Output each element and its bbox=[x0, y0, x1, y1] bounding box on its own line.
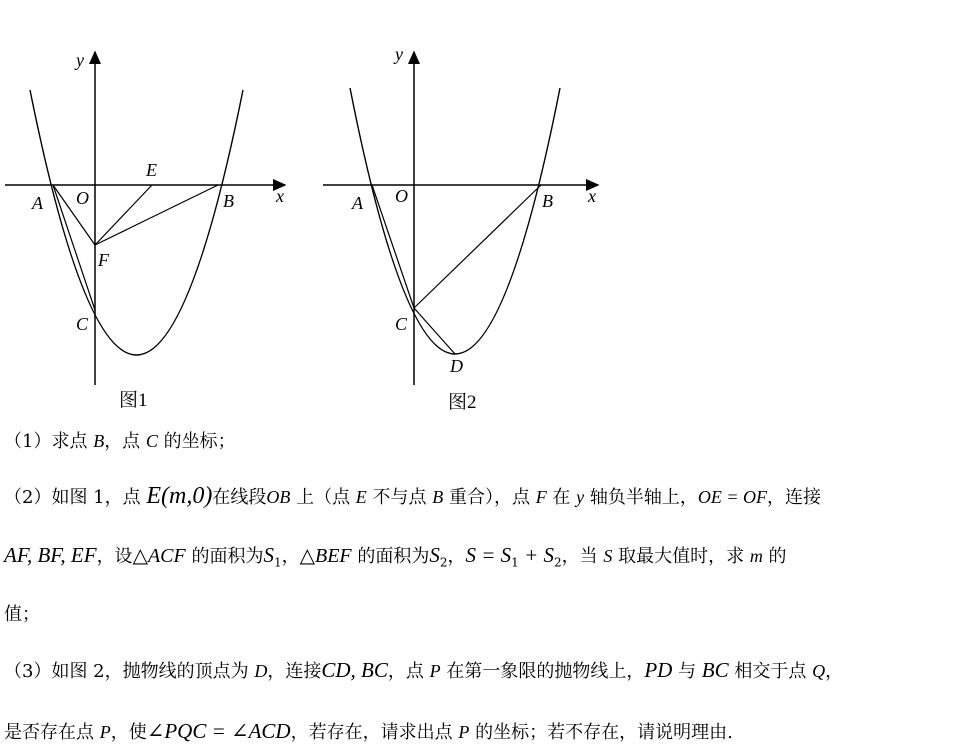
q2-text-3: 上（点 bbox=[290, 487, 356, 508]
segment-CD bbox=[414, 308, 455, 354]
q2-text-11: ， bbox=[281, 546, 300, 567]
q2-point-B: B bbox=[432, 487, 444, 507]
q2-triangle-ACF: △ACF bbox=[132, 545, 186, 567]
point-B-label: B bbox=[542, 191, 553, 211]
q2-S2-sub: 2 bbox=[439, 555, 448, 570]
point-C-label: C bbox=[76, 314, 89, 334]
figure-1-caption: 图1 bbox=[119, 390, 148, 411]
q3-segment-PD: PD bbox=[644, 658, 673, 682]
question-3-line-1 bbox=[4, 660, 843, 681]
q3-text-9: ，若存在，请求出点 bbox=[290, 722, 459, 743]
q2-text-8: ，连接 bbox=[767, 487, 822, 508]
q2-segments: AF, BF, EF bbox=[4, 543, 97, 567]
q2-text-10: 的面积为 bbox=[185, 546, 264, 567]
q2-equation-oe-of: OE = OF bbox=[697, 487, 768, 507]
q2-y: y bbox=[576, 487, 585, 507]
point-O-label: O bbox=[76, 188, 89, 208]
q2-triangle-BEF: △BEF bbox=[299, 545, 352, 567]
q2-text-5: 重合），点 bbox=[443, 487, 536, 508]
q1-text-3: 的坐标； bbox=[157, 431, 236, 452]
q3-text-5: 与 bbox=[672, 661, 702, 682]
q2-text-9: ，设 bbox=[96, 546, 133, 567]
q3-point-P-3: P bbox=[458, 722, 470, 742]
q2-text-14: ，当 bbox=[561, 546, 604, 567]
q3-point-P-2: P bbox=[99, 722, 111, 742]
question-3-line-2 bbox=[4, 721, 733, 742]
q2-S1: S bbox=[263, 543, 274, 567]
q3-point-D: D bbox=[254, 661, 268, 681]
q2-text-2: 在线段 bbox=[212, 487, 267, 508]
q3-text-4: 在第一象限的抛物线上， bbox=[440, 661, 645, 682]
point-O-label: O bbox=[395, 186, 408, 206]
q2-text-13: ， bbox=[447, 546, 466, 567]
q1-point-B: B bbox=[93, 431, 105, 451]
q3-text-8: ，使 bbox=[110, 722, 147, 743]
q3-text-6: 相交于点 bbox=[728, 661, 813, 682]
figure-2 bbox=[315, 0, 615, 420]
q2-S-equation-sub2: 2 bbox=[553, 555, 562, 570]
question-2-line-1 bbox=[4, 484, 821, 508]
q2-text-4: 不与点 bbox=[366, 487, 433, 508]
q2-text-12: 的面积为 bbox=[351, 546, 430, 567]
q3-text-1: （3）如图 2，抛物线的顶点为 bbox=[4, 661, 255, 682]
q3-text-2: ，连接 bbox=[267, 661, 322, 682]
q2-segment-OB: OB bbox=[266, 487, 291, 507]
q3-angle-equation: ∠PQC = ∠ACD bbox=[146, 719, 291, 743]
q2-text-16: 的 bbox=[762, 546, 787, 567]
x-axis-label: x bbox=[276, 186, 284, 206]
q2-S-equation-sub1: 1 bbox=[511, 555, 519, 570]
q2-S-equation: S = S bbox=[465, 543, 512, 567]
q2-m: m bbox=[749, 546, 763, 566]
point-A-label: A bbox=[352, 193, 363, 213]
q3-text-3: ，点 bbox=[387, 661, 430, 682]
q1-text-1: （1）求点 bbox=[4, 431, 94, 452]
q3-text-7: ， bbox=[825, 661, 844, 682]
q2-point-E: E bbox=[355, 487, 367, 507]
q2-text-6: 在 bbox=[546, 487, 577, 508]
q1-point-C: C bbox=[145, 431, 158, 451]
figure-1 bbox=[0, 0, 320, 420]
q2-point-E-coords: E(m,0) bbox=[146, 483, 213, 509]
q2-text-7: 轴负半轴上， bbox=[584, 487, 698, 508]
point-D-label: D bbox=[450, 356, 463, 376]
q2-line-3: 值； bbox=[4, 604, 40, 625]
x-axis-label: x bbox=[588, 186, 596, 206]
q3-segments-CD-BC: CD, BC bbox=[321, 658, 388, 682]
point-E-label: E bbox=[146, 160, 157, 180]
point-F-label: F bbox=[98, 250, 109, 270]
parabola bbox=[30, 90, 243, 355]
y-axis-label: y bbox=[395, 44, 403, 64]
q2-S-equation-plus: + S bbox=[518, 543, 554, 567]
q2-S2: S bbox=[429, 543, 440, 567]
segment-EF bbox=[95, 185, 152, 245]
question-2-line-3 bbox=[4, 606, 40, 624]
q2-S1-sub: 1 bbox=[273, 555, 282, 570]
q2-text-1: （2）如图 1，点 bbox=[4, 487, 147, 508]
y-axis-label: y bbox=[76, 50, 84, 70]
point-C-label: C bbox=[395, 314, 408, 334]
q2-text-15: 取最大值时，求 bbox=[612, 546, 750, 567]
q1-text-2: ，点 bbox=[104, 431, 146, 452]
q3-text-10: 的坐标；若不存在，请说明理由. bbox=[469, 722, 733, 743]
question-2-line-2 bbox=[4, 545, 787, 569]
q2-S: S bbox=[603, 546, 613, 566]
point-A-label: A bbox=[32, 193, 43, 213]
figure-2-caption: 图2 bbox=[448, 392, 477, 413]
point-B-label: B bbox=[223, 191, 234, 211]
q3-text-line2: 是否存在点 bbox=[4, 722, 100, 743]
parabola bbox=[350, 88, 560, 354]
segment-BF bbox=[95, 185, 218, 245]
q3-point-P: P bbox=[429, 661, 441, 681]
q3-point-Q: Q bbox=[812, 661, 826, 681]
q3-segment-BC: BC bbox=[701, 658, 729, 682]
question-1 bbox=[4, 432, 236, 451]
q2-point-F: F bbox=[535, 487, 547, 507]
